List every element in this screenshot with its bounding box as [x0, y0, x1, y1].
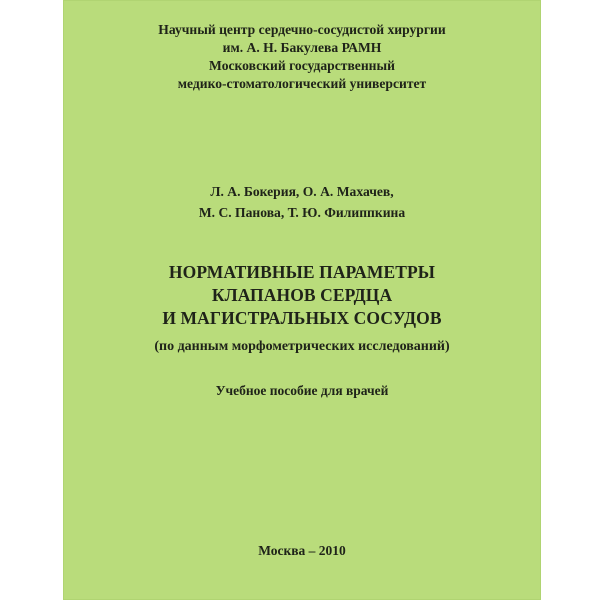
book-type: Учебное пособие для врачей — [215, 383, 389, 398]
institution-line: Московский государственный — [209, 58, 395, 73]
institution-line: им. А. Н. Бакулева РАМН — [222, 40, 382, 55]
title-line: НОРМАТИВНЫЕ ПАРАМЕТРЫ — [168, 262, 436, 282]
book-cover — [63, 0, 541, 600]
institution-line: медико-стоматологический университет — [177, 76, 427, 91]
authors-block — [63, 181, 541, 223]
institution-block — [63, 21, 541, 93]
institution-line: Научный центр сердечно-сосудистой хирургии — [158, 22, 446, 37]
book-subtitle: (по данным морфометрических исследований) — [154, 339, 450, 354]
title-line: И МАГИСТРАЛЬНЫХ СОСУДОВ — [162, 308, 442, 328]
book-title — [63, 261, 541, 330]
authors-line: М. С. Панова, Т. Ю. Филиппкина — [198, 205, 406, 220]
title-line: КЛАПАНОВ СЕРДЦА — [211, 285, 393, 305]
authors-line: Л. А. Бокерия, О. А. Махачев, — [210, 184, 394, 199]
place-year: Москва – 2010 — [258, 543, 346, 558]
